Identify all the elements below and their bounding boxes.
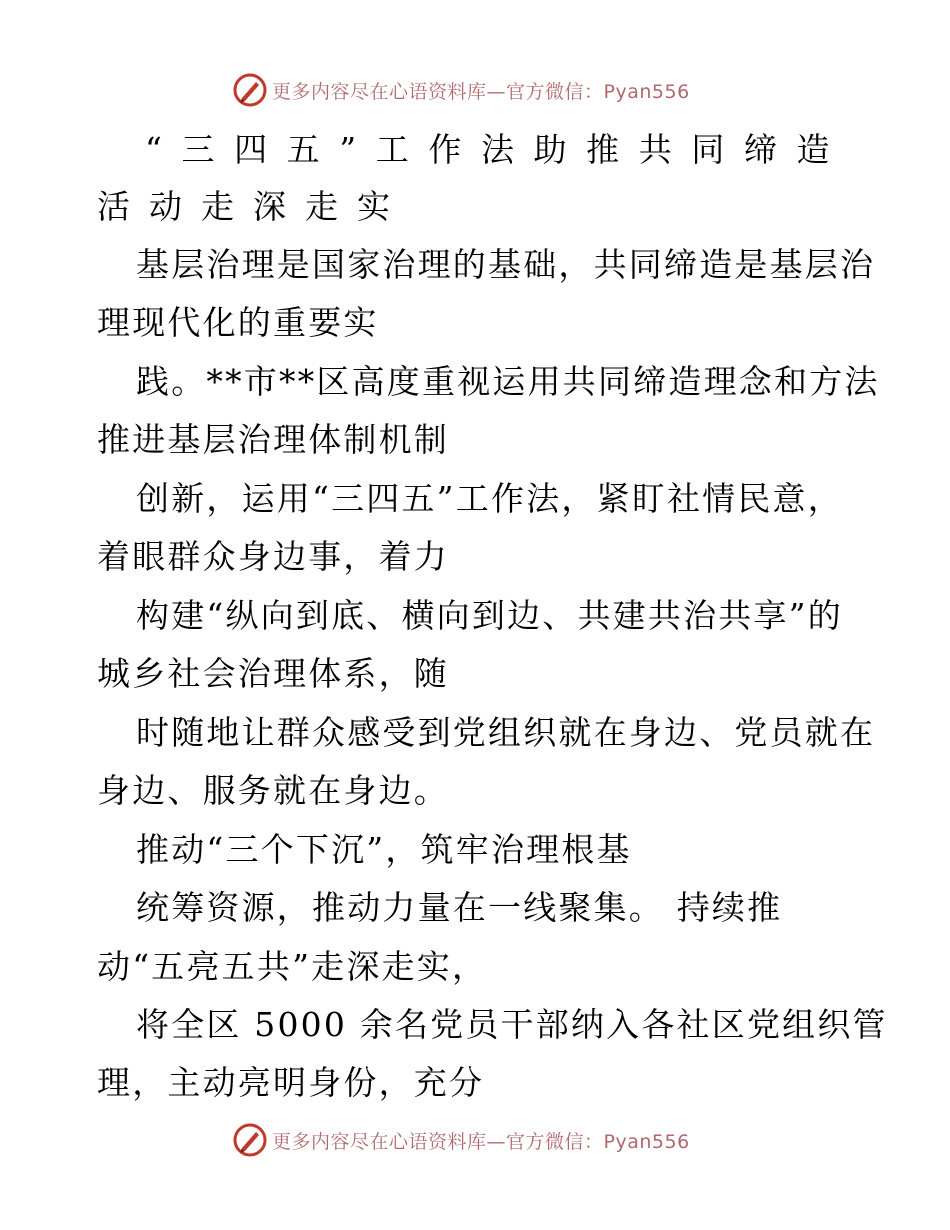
body-line: 将全区 5000 余名党员干部纳入各社区党组织管 [136,1005,888,1044]
body-line: 身边、服务就在身边。 [97,771,449,810]
body-line: 理，主动亮明身份，充分 [97,1063,485,1102]
body-line: 理现代化的重要实 [97,303,379,342]
body-line: 基层治理是国家治理的基础，共同缔造是基层治 [136,245,876,284]
body-line: 着眼群众身边事，着力 [97,537,449,576]
document-title-line-1: “三四五”工作法助推共同缔造 [145,130,850,169]
section-heading: 推动“三个下沉”，筑牢治理根基 [136,830,632,869]
header-banner [232,70,690,110]
document-title-line-2: 活动走深走实 [97,187,409,226]
pen-logo-icon [232,1122,268,1158]
body-line: 推进基层治理体制机制 [97,420,449,459]
body-line: 创新，运用“三四五”工作法，紧盯社情民意， [136,479,843,518]
banner-text: 更多内容尽在心语资料库—官方微信：Pyan556 [272,80,690,103]
body-line: 城乡社会治理体系，随 [97,654,449,693]
body-line: 构建“纵向到底、横向到边、共建共治共享”的 [136,596,843,635]
body-line: 统筹资源，推动力量在一线聚集。 持续推 [136,888,783,927]
pen-logo-icon [232,72,268,108]
footer-banner [232,1120,690,1160]
body-line: 动“五亮五共”走深走实， [97,947,488,986]
banner-text: 更多内容尽在心语资料库—官方微信：Pyan556 [272,1130,690,1153]
body-line: 时随地让群众感受到党组织就在身边、党员就在 [136,713,876,752]
body-line: 践。**市**区高度重视运用共同缔造理念和方法 [136,362,880,401]
